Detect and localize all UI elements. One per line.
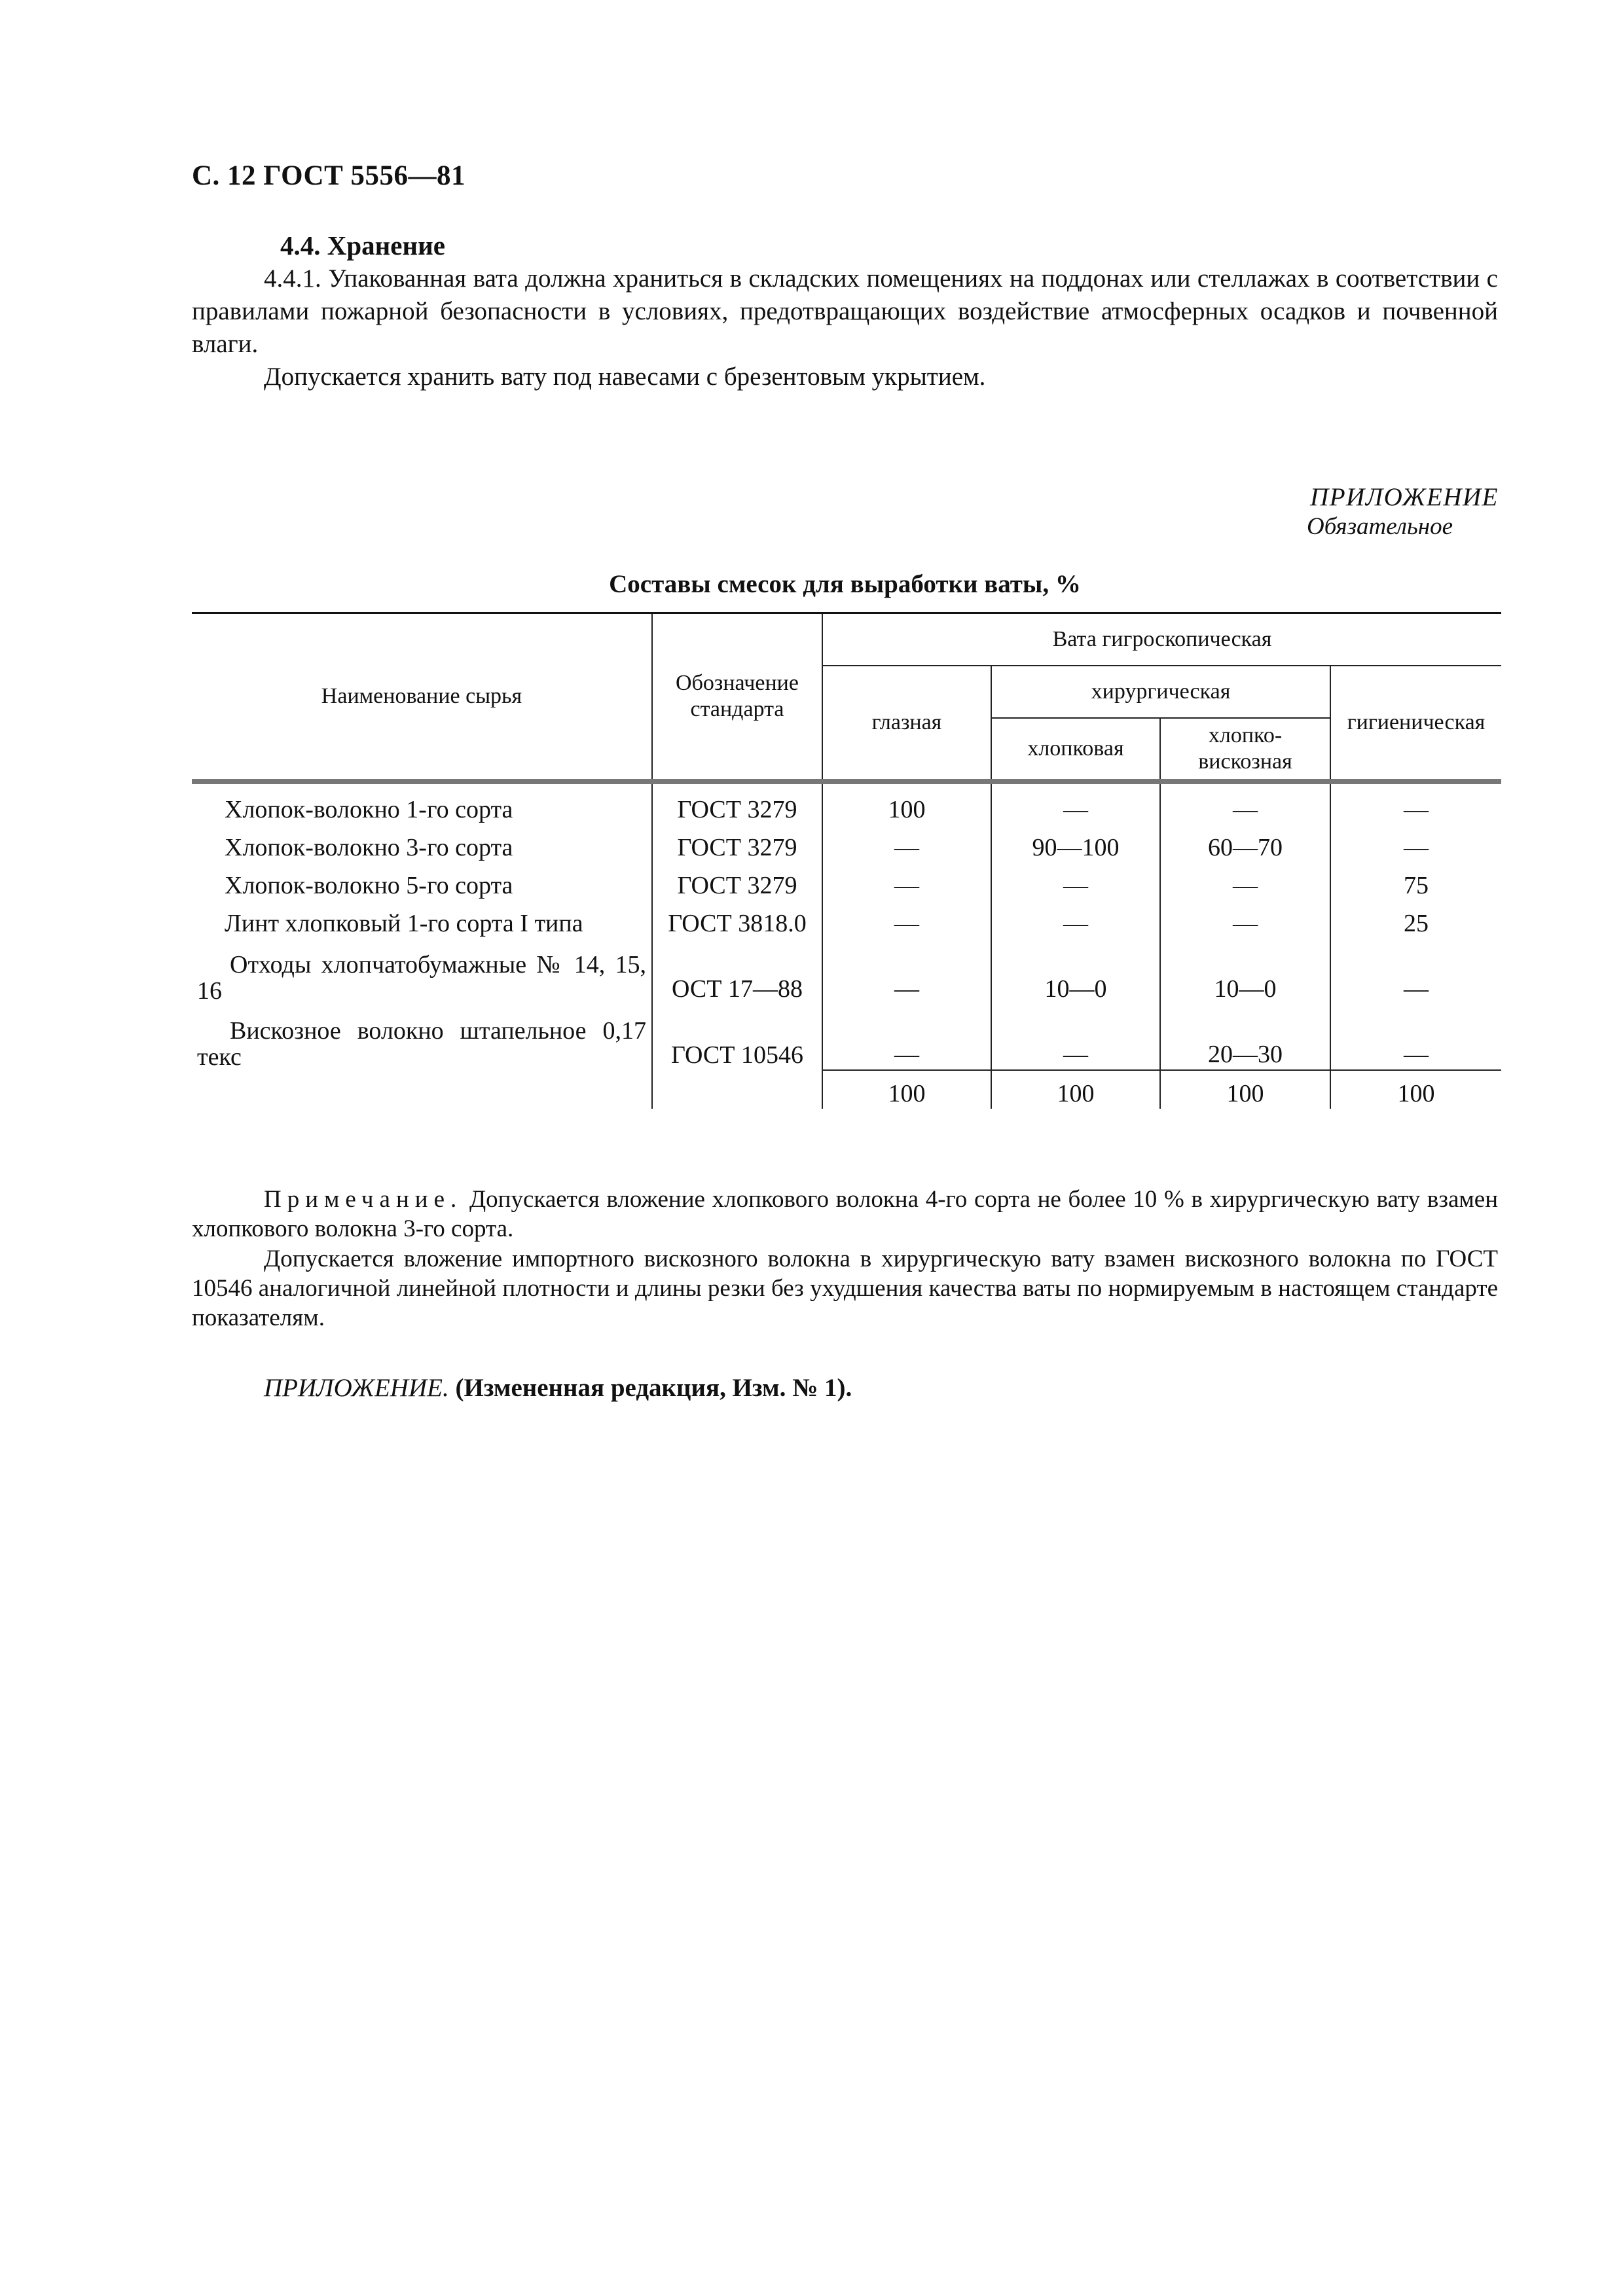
- appendix-label: ПРИЛОЖЕНИЕ: [1310, 483, 1499, 511]
- blend-composition-table: [192, 612, 1501, 1109]
- table-row: [192, 939, 1501, 1004]
- row-cotton: 10—0: [991, 939, 1160, 1004]
- footer-label: ПРИЛОЖЕНИЕ.: [264, 1374, 449, 1402]
- row-hygienic: —: [1330, 825, 1501, 863]
- row-cotton: 90—100: [991, 825, 1160, 863]
- row-cotton-viscose: —: [1160, 781, 1330, 825]
- row-cotton: —: [991, 1004, 1160, 1070]
- row-cotton: —: [991, 901, 1160, 939]
- header-cotton: хлопковая: [991, 718, 1160, 781]
- total-blank: [652, 1070, 822, 1109]
- header-hygienic: гигиеническая: [1330, 666, 1501, 781]
- header-material-name: Наименование сырья: [192, 613, 652, 781]
- row-eye: —: [822, 863, 991, 901]
- table-row: [192, 1004, 1501, 1070]
- note-paragraph-1: [192, 1185, 1498, 1244]
- row-cotton: —: [991, 863, 1160, 901]
- row-standard: ГОСТ 10546: [652, 1004, 822, 1070]
- row-hygienic: —: [1330, 1004, 1501, 1070]
- section-title: 4.4. Хранение: [280, 230, 445, 260]
- appendix-footer: [264, 1373, 852, 1403]
- total-eye: 100: [822, 1070, 991, 1109]
- page-header: С. 12 ГОСТ 5556—81: [192, 160, 466, 191]
- table-row: [192, 863, 1501, 901]
- row-eye: —: [822, 901, 991, 939]
- table-title: Составы смесок для выработки ваты, %: [609, 570, 1081, 598]
- total-hygienic: 100: [1330, 1070, 1501, 1109]
- row-hygienic: 75: [1330, 863, 1501, 901]
- row-cotton: —: [991, 781, 1160, 825]
- row-material: Отходы хлопчатобумажные № 14, 15, 16: [192, 939, 652, 1004]
- row-cotton-viscose: 10—0: [1160, 939, 1330, 1004]
- note-label: Примечание.: [264, 1186, 463, 1213]
- row-material: Хлопок-волокно 3-го сорта: [192, 825, 652, 863]
- row-material: Линт хлопковый 1-го сорта I типа: [192, 901, 652, 939]
- row-standard: ГОСТ 3818.0: [652, 901, 822, 939]
- header-surgical: хирургическая: [991, 666, 1330, 718]
- row-eye: —: [822, 939, 991, 1004]
- header-eye: глазная: [822, 666, 991, 781]
- row-material: Вискозное волокно штапельное 0,17 текс: [192, 1004, 652, 1070]
- table-row: [192, 901, 1501, 939]
- note-paragraph-2: Допускается вложение импортного вискозного волокна в хирургическую вату взамен вискозного волокна по ГОСТ 10546 аналогичной линейной плотности и длины резки без ухудшения качества ваты по нормируемым в настоящем стандарте показателям.: [192, 1246, 1498, 1331]
- header-standard: Обозначение стандарта: [652, 613, 822, 781]
- row-standard: ГОСТ 3279: [652, 863, 822, 901]
- appendix-status: Обязательное: [1306, 513, 1453, 540]
- header-cotton-viscose: хлопко-вискозная: [1160, 718, 1330, 781]
- row-cotton-viscose: —: [1160, 901, 1330, 939]
- row-cotton-viscose: 20—30: [1160, 1004, 1330, 1070]
- row-standard: ГОСТ 3279: [652, 781, 822, 825]
- row-eye: —: [822, 1004, 991, 1070]
- note-text-1: Допускается вложение хлопкового волокна 4-го сорта не более 10 % в хирургическую вату взамен хлопкового волокна 3-го сорта.: [192, 1186, 1499, 1242]
- row-standard: ГОСТ 3279: [652, 825, 822, 863]
- row-material: Хлопок-волокно 5-го сорта: [192, 863, 652, 901]
- row-material: Хлопок-волокно 1-го сорта: [192, 781, 652, 825]
- row-cotton-viscose: —: [1160, 863, 1330, 901]
- row-hygienic: 25: [1330, 901, 1501, 939]
- section-paragraph-1: 4.4.1. Упакованная вата должна храниться в складских помещениях на поддонах или стеллажах в соответствии с правилами пожарной безопасности в условиях, предотвращающих воздействие атмосферных осадков и почвенной влаги.: [192, 264, 1498, 358]
- row-eye: —: [822, 825, 991, 863]
- header-hygroscopic-wool: Вата гигроскопическая: [822, 613, 1501, 666]
- table-total-row: [192, 1070, 1501, 1109]
- row-standard: ОСТ 17—88: [652, 939, 822, 1004]
- row-cotton-viscose: 60—70: [1160, 825, 1330, 863]
- total-blank: [192, 1070, 652, 1109]
- footer-text: (Измененная редакция, Изм. № 1).: [455, 1374, 852, 1402]
- table-row: [192, 825, 1501, 863]
- section-paragraph-2: Допускается хранить вату под навесами с брезентовым укрытием.: [264, 363, 986, 391]
- total-cotton-viscose: 100: [1160, 1070, 1330, 1109]
- total-cotton: 100: [991, 1070, 1160, 1109]
- row-eye: 100: [822, 781, 991, 825]
- row-hygienic: —: [1330, 781, 1501, 825]
- row-hygienic: —: [1330, 939, 1501, 1004]
- table-row: [192, 781, 1501, 825]
